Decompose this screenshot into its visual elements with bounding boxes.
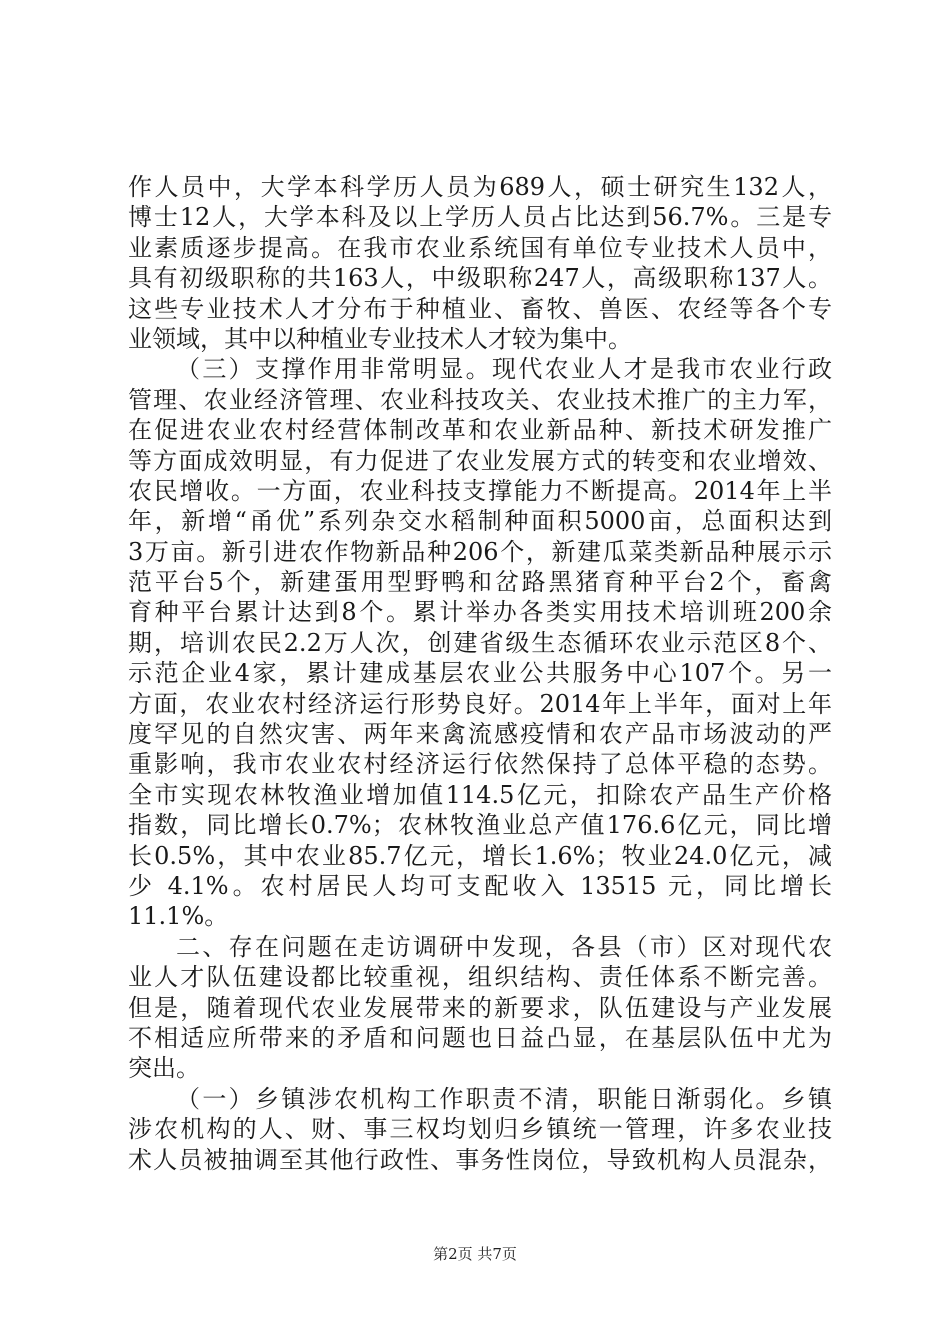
text-line: 示范企业4家，累计建成基层农业公共服务中心107个。另一: [128, 659, 832, 688]
text-line: 农民增收。一方面，农业科技支撑能力不断提高。2014年上半: [128, 476, 832, 505]
text-line: 在促进农业农村经营体制改革和农业新品种、新技术研发推广: [128, 416, 832, 445]
text-line: 度罕见的自然灾害、两年来禽流感疫情和农产品市场波动的严: [128, 720, 832, 749]
text-line: 11.1%。: [128, 902, 229, 931]
text-line: 重影响，我市农业农村经济运行依然保持了总体平稳的态势。: [128, 750, 832, 779]
text-line: 少 4.1%。农村居民人均可支配收入 13515 元，同比增长: [128, 871, 832, 900]
text-line: 范平台5个，新建蛋用型野鸭和岔路黑猪育种平台2个，畜禽: [128, 568, 832, 597]
text-line: 二、存在问题在走访调研中发现，各县（市）区对现代农: [176, 932, 832, 961]
text-line: （三）支撑作用非常明显。现代农业人才是我市农业行政: [176, 355, 832, 384]
text-line: 业领域，其中以种植业专业技术人才较为集中。: [128, 324, 632, 353]
text-line: 指数，同比增长0.7%；农林牧渔业总产值176.6亿元，同比增: [128, 811, 832, 840]
text-line: 业人才队伍建设都比较重视，组织结构、责任体系不断完善。: [128, 963, 832, 992]
document-body: [128, 172, 832, 1175]
text-line: 术人员被抽调至其他行政性、事务性岗位，导致机构人员混杂，: [128, 1145, 832, 1174]
text-line: 突出。: [128, 1054, 200, 1083]
text-line: 但是，随着现代农业发展带来的新要求，队伍建设与产业发展: [128, 993, 832, 1022]
text-line: 育种平台累计达到8个。累计举办各类实用技术培训班200余: [128, 598, 832, 627]
text-line: 这些专业技术人才分布于种植业、畜牧、兽医、农经等各个专: [128, 294, 832, 323]
text-line: 全市实现农林牧渔业增加值114.5亿元，扣除农产品生产价格: [128, 780, 832, 809]
text-line: 涉农机构的人、财、事三权均划归乡镇统一管理，许多农业技: [128, 1115, 832, 1144]
text-line: 期，培训农民2.2万人次，创建省级生态循环农业示范区8个、: [128, 628, 832, 657]
text-line: 3万亩。新引进农作物新品种206个，新建瓜菜类新品种展示示: [128, 537, 832, 566]
text-line: 业素质逐步提高。在我市农业系统国有单位专业技术人员中，: [128, 233, 832, 262]
page-footer: 第2页 共7页: [433, 1245, 517, 1263]
text-line: 等方面成效明显，有力促进了农业发展方式的转变和农业增效、: [128, 446, 832, 475]
text-line: （一）乡镇涉农机构工作职责不清，职能日渐弱化。乡镇: [176, 1084, 832, 1113]
text-line: 方面，农业农村经济运行形势良好。2014年上半年，面对上年: [128, 689, 832, 718]
text-line: 长0.5%，其中农业85.7亿元，增长1.6%；牧业24.0亿元，减: [128, 841, 832, 870]
text-line: 年，新增“甬优”系列杂交水稻制种面积5000亩，总面积达到: [128, 507, 832, 536]
text-line: 不相适应所带来的矛盾和问题也日益凸显，在基层队伍中尤为: [128, 1023, 832, 1052]
text-line: 具有初级职称的共163人，中级职称247人，高级职称137人。: [128, 264, 832, 293]
text-line: 作人员中，大学本科学历人员为689人，硕士研究生132人，: [128, 173, 832, 201]
text-line: 管理、农业经济管理、农业科技攻关、农业技术推广的主力军，: [128, 385, 832, 414]
text-line: 博士12人，大学本科及以上学历人员占比达到56.7%。三是专: [128, 203, 832, 232]
